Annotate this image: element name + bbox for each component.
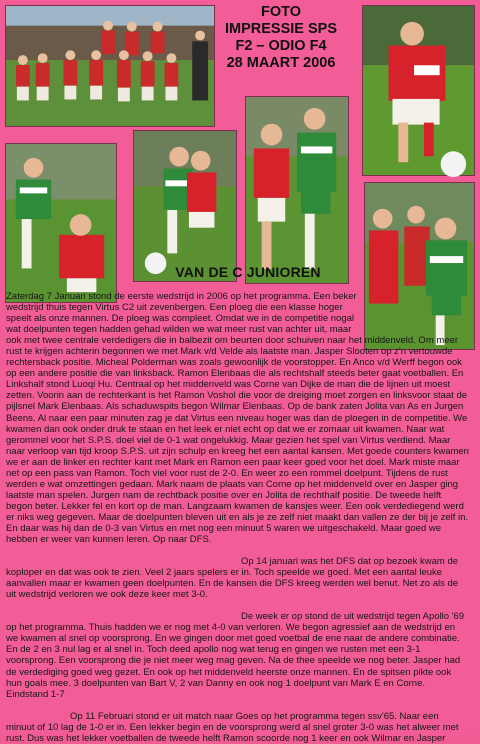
article-line: de verdediging goed weg gezet. En ook op het middenveld heerste onze mannen. En de spitsen pikte ook <box>6 666 452 678</box>
article-block-1 <box>6 291 474 744</box>
article-line: Linkshalf stond Luoqi Hu. Centraal op het middenveld was Corne van Dijke de man die de lijnen uit moest <box>6 379 451 391</box>
article-line: uit wedstrijd verloren we ook deze keer met 3-0. <box>6 589 208 601</box>
article-line: rust. Dus was het lekker voetballen de tweede helft Ramon scoorde nog 1 keer en ook Wilmar en Jasper <box>6 732 446 744</box>
article-line: Eindstand 1-7 <box>6 688 65 700</box>
article-line: En de 2 en 3 nul lag er al snel in. Toch deed apollo nog wat terug en gingen we rusten met een 3-1 <box>6 644 421 656</box>
article-line: rechtersback positie. Micheal Polderman was zoals gewoonlijk de voorstopper. En Anco v/d Werff begon ook <box>6 357 462 369</box>
article-line: hebben er weer van kunnen leren. Op naar DFS. <box>6 534 212 546</box>
team-photo <box>5 5 215 127</box>
article-line-lead: De week er op stond de uit wedstrijd tegen Apollo '69 <box>241 611 465 623</box>
title-line-3: F2 – ODIO F4 <box>235 38 327 54</box>
article-line: rust te krijgen achterin begonnen we met Mark v/d Velde als laatste man. Jasper Slooten op z'n vertouwde <box>6 346 453 358</box>
article-line: er niks weg gegeven. Maar de doelpunten bleven uit en als je ze zelf niet maakt dan vallen ze der bij je zelf in. <box>6 511 469 523</box>
article-line: kwamen dan ook onder druk te staan en het leek er niet echt op dat we er zomaar uit kwamen. Naar wat <box>6 423 445 435</box>
article-line: we er aan de linker en rechter kant met Mark en Ramon een paar keer goed voor het doel. Mark miste maar <box>6 456 460 468</box>
article-line-lead: Op 11 Februari stond er uit match naar Goes op het programma tegen ssv'65. Naar een <box>70 710 439 722</box>
article-line: op het programma. Thuis hadden we er nog met 4-0 van verloren. We begon agressief aan de wedstrijd en <box>6 622 456 634</box>
article-line: minuut of 10 lag de 1-0 er in. Een lekker begin en de voorsprong werd al snel groter 3-0 was het alweer met <box>6 721 459 733</box>
article-line-lead: Op 14 januari was het DFS dat op bezoek kwam de <box>241 556 459 568</box>
article-line: koploper en dat was ook te zien. Veel 2 jaars spelers er in. Toch speelde we goed. Met een aantal leuke <box>6 567 443 579</box>
article-line: laatste man spelen. Jurgen nam de rechtback positie over en Jolita de rechthalf positie. De tweede helft <box>6 489 442 501</box>
article-line: gerommel voor het S.P.S. doel viel de 0-1 wat ongelukkig. Maar gezien het spel van Virtus verdiend. Maar <box>6 434 451 446</box>
article-line: Zaterdag 7 Januari stond de eerste wedstrijd in 2006 op het programma. Een beker <box>6 291 357 302</box>
article-line: wedstrijd thuis tegen Virtus C2 uit zevenbergen. Een ploeg die een klasse hoger <box>6 302 343 314</box>
title-line-2: IMPRESSIE SPS <box>224 21 337 37</box>
article-line: hun goals mee. 3 doelpunten van Bart V, 2 van Danny en ook nog 1 doelpunt van Mark E en Corne. <box>6 677 425 689</box>
article-line: Beens. Al naar een paar minuten zag je dat Virtus een niveau hoger was dan de ploegen in de competitie. We <box>6 412 468 424</box>
duel-photo <box>133 130 237 282</box>
page-title <box>212 4 350 72</box>
article-line: op een andere positie die van linksback. Ramon Elenbaas die als rechtshalf steeds beter gaat voetballen. En <box>6 368 464 380</box>
article-line: ook met twee centrale verdedigers die in balbezit om beurten door schuiven naar het middenveld. Om meer <box>6 335 459 347</box>
tackle-photo <box>245 96 349 284</box>
title-line-4: 28 MAART 2006 <box>226 55 336 71</box>
article-line: pijlsnel Mark Elenbaas. Als schaduwspits begon Wilmar Elenbaas. Op de bank zaten Jolita van As en Jurgen <box>6 401 464 413</box>
two-players-photo <box>5 143 117 303</box>
article-line: werden e wat omzettingen gedaan. Mark naam de plaats van Corne op het middenveld over en Jasper ging <box>6 478 459 490</box>
article-line: aanvallen maar er kwamen geen doelpunten. En de kansen die DFS kreeg werden wel benut. Net zo als de <box>6 578 459 590</box>
article-line: begon beter. Lekker fel en kort op de man. Langzaam kwamen de kansjes weer. Een ook verdediegend werd <box>6 500 464 512</box>
section-heading: VAN DE C JUNIOREN <box>175 264 321 280</box>
article-line: speelt als onze mannen. De ploeg was compleet. Omdat we in de competitie nogal <box>6 313 355 325</box>
article-line: wat doelpunten tegen hadden gehad wilden we wat meer rust van achter uit, maar <box>6 324 352 336</box>
article-line: we kwamen al snel op voorsprong. En we gingen door met goed voetbal de ene naar de andere combinatie. <box>6 633 460 645</box>
article-line: En daar was hij dan de 0-3 van Virtus en met nog een minuut 5 waren we uitgeschakeld. Maar goed we <box>6 522 441 534</box>
player-with-ball-photo <box>362 5 475 176</box>
article-line: net op een pass van Ramon. Toch viel voor rust de 2-0. En weer zo een rommel doelpunt. Tijdens de rust <box>6 467 448 479</box>
article-line: naar verloop van tijd kroop S.P.S. uit zijn schulp en kreeg het een aantal kansen. Met goede counters kwamen <box>6 445 469 457</box>
article-line: voorsprong. Een voorsprong die je niet meer weg mag geven. Na de thee speelde we nog beter. Jasper had <box>6 655 461 667</box>
article-line: zetten. Voorin aan de rechterkant is het Ramon Voshol die voor de dreiging moet zorgen en linksvoor staat de <box>6 390 468 402</box>
title-line-1: FOTO <box>260 4 301 20</box>
